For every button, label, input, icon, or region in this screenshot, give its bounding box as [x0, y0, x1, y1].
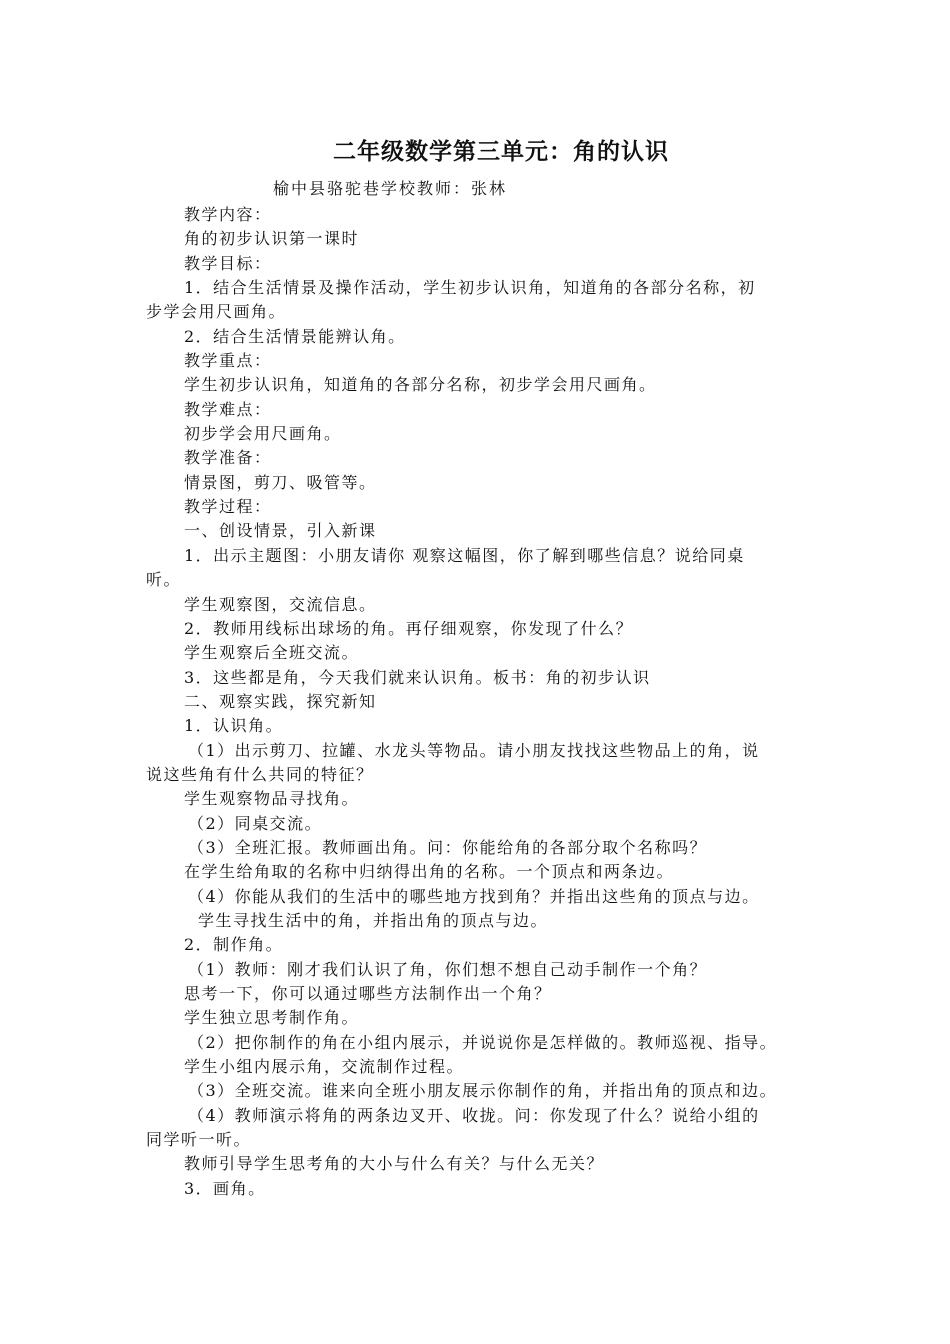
body-line: 说这些角有什么共同的特征？ [146, 764, 374, 784]
body-line: 3．这些都是角，今天我们就来认识角。板书：角的初步认识 [184, 667, 651, 687]
body-line: 2．结合生活情景能辨认角。 [184, 326, 406, 346]
body-line: （3）全班汇报。教师画出角。问：你能给角的各部分取个名称吗？ [188, 837, 708, 857]
body-line: 学生初步认识角，知道角的各部分名称，初步学会用尺画角。 [184, 375, 657, 395]
body-line: 情景图，剪刀、吸管等。 [184, 472, 377, 492]
document-title: 二年级数学第三单元：角的认识 [333, 138, 669, 165]
body-line: 教学难点： [184, 399, 272, 419]
body-line: 初步学会用尺画角。 [184, 424, 342, 444]
body-line: （4）教师演示将角的两条边叉开、收拢。问：你发现了什么？说给小组的 [188, 1105, 760, 1125]
body-line: 学生观察物品寻找角。 [184, 789, 360, 809]
body-line: 教师引导学生思考角的大小与什么有关？与什么无关？ [184, 1154, 605, 1174]
body-line: 学生寻找生活中的角，并指出角的顶点与边。 [198, 910, 549, 930]
body-line: 教学内容： [184, 205, 272, 224]
body-line: 2．制作角。 [184, 935, 284, 955]
body-line: 1．结合生活情景及操作活动，学生初步认识角，知道角的各部分名称，初 [184, 278, 756, 298]
body-line: （2）同桌交流。 [188, 813, 323, 833]
body-line: （4）你能从我们的生活中的哪些地方找到角？并指出这些角的顶点与边。 [188, 886, 760, 906]
body-line: （2）把你制作的角在小组内展示，并说说你是怎样做的。教师巡视、指导。 [188, 1032, 778, 1052]
body-line: 教学过程： [184, 497, 272, 517]
body-line: 同学听一听。 [146, 1130, 252, 1150]
body-line: 步学会用尺画角。 [146, 302, 287, 322]
body-line: 学生观察后全班交流。 [184, 643, 360, 663]
document-body [146, 203, 816, 1201]
author-line: 榆中县骆驼巷学校教师：张林 [273, 179, 508, 198]
body-line: 学生独立思考制作角。 [184, 1008, 360, 1028]
body-line: （1）出示剪刀、拉罐、水龙头等物品。请小朋友找找这些物品上的角，说 [188, 740, 760, 760]
body-line: 1．出示主题图：小朋友请你 观察这幅图，你了解到哪些信息？说给同桌 [184, 545, 745, 565]
body-line: 学生小组内展示角，交流制作过程。 [184, 1057, 465, 1077]
body-line: 3．画角。 [184, 1178, 266, 1198]
body-line: 角的初步认识第一课时 [184, 229, 360, 249]
body-line: 1．认识角。 [184, 716, 284, 736]
body-line: 学生观察图，交流信息。 [184, 594, 377, 614]
body-line: 教学目标： [184, 253, 272, 273]
body-line: 在学生给角取的名称中归纳得出角的名称。一个顶点和两条边。 [184, 862, 675, 882]
body-line: （3）全班交流。谁来向全班小朋友展示你制作的角，并指出角的顶点和边。 [188, 1081, 778, 1101]
body-line: 2．教师用线标出球场的角。再仔细观察，你发现了什么？ [184, 618, 634, 638]
body-line: 教学重点： [184, 351, 272, 371]
body-line: 教学准备： [184, 448, 272, 468]
body-line: 思考一下，你可以通过哪些方法制作出一个角？ [184, 984, 552, 1003]
body-line: 一、创设情景，引入新课 [184, 521, 377, 541]
body-line: 听。 [146, 570, 182, 590]
body-line: 二、观察实践，探究新知 [184, 691, 377, 711]
body-line: （1）教师：刚才我们认识了角，你们想不想自己动手制作一个角？ [188, 959, 708, 979]
